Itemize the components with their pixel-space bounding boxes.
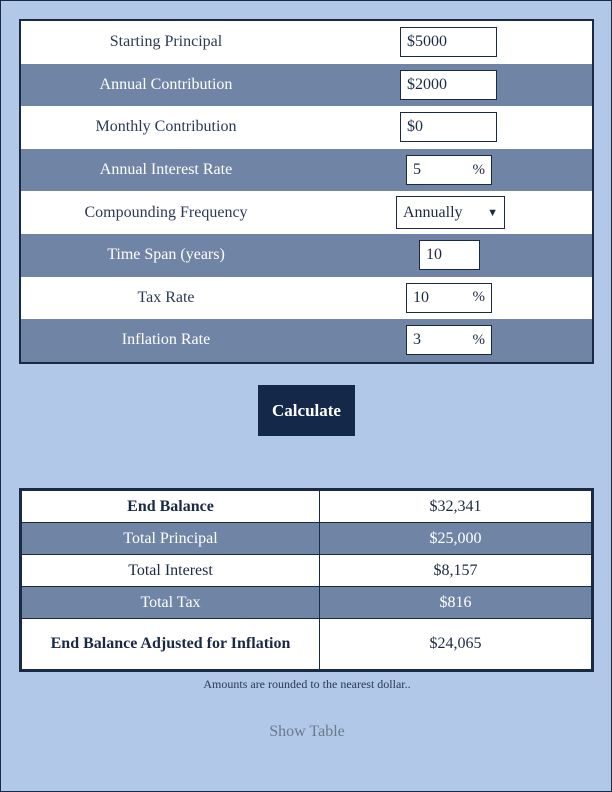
monthly-contribution-input[interactable] bbox=[400, 112, 497, 142]
result-label: End Balance Adjusted for Inflation bbox=[22, 619, 320, 670]
label-inflation-rate: Inflation Rate bbox=[121, 331, 211, 349]
time-span-value: 10 bbox=[426, 246, 442, 264]
compounding-frequency-value: Annually bbox=[403, 203, 463, 221]
inflation-rate-value: 3 bbox=[413, 331, 421, 349]
label-tax-rate: Tax Rate bbox=[137, 288, 195, 306]
label-annual-interest-rate: Annual Interest Rate bbox=[99, 161, 233, 179]
starting-principal-value: $5000 bbox=[407, 33, 447, 51]
annual-contribution-value: $2000 bbox=[407, 75, 447, 93]
result-label: Total Interest bbox=[22, 555, 320, 587]
show-table-link[interactable]: Show Table bbox=[269, 723, 345, 740]
inflation-rate-input[interactable] bbox=[406, 325, 492, 355]
table-row bbox=[22, 587, 592, 619]
row-annual-interest-rate bbox=[21, 149, 592, 192]
result-value: $32,341 bbox=[320, 491, 592, 523]
result-value: $816 bbox=[320, 587, 592, 619]
table-row bbox=[22, 555, 592, 587]
percent-sign: % bbox=[472, 289, 485, 306]
annual-interest-rate-value: 5 bbox=[413, 161, 421, 179]
result-label: Total Tax bbox=[22, 587, 320, 619]
result-value: $8,157 bbox=[320, 555, 592, 587]
tax-rate-value: 10 bbox=[413, 288, 429, 306]
table-row bbox=[22, 523, 592, 555]
annual-interest-rate-input[interactable] bbox=[406, 155, 492, 185]
table-row bbox=[22, 491, 592, 523]
row-compounding-frequency bbox=[21, 191, 592, 234]
chevron-down-icon: ▼ bbox=[487, 206, 498, 219]
result-value: $24,065 bbox=[320, 619, 592, 670]
input-panel bbox=[19, 19, 594, 364]
row-annual-contribution bbox=[21, 64, 592, 107]
row-inflation-rate bbox=[21, 319, 592, 362]
percent-sign: % bbox=[472, 161, 485, 178]
result-label: End Balance bbox=[22, 491, 320, 523]
row-starting-principal bbox=[21, 21, 592, 64]
rounding-note: Amounts are rounded to the nearest dollar.. bbox=[203, 677, 411, 691]
label-starting-principal: Starting Principal bbox=[109, 33, 223, 51]
result-value: $25,000 bbox=[320, 523, 592, 555]
calculate-button[interactable]: Calculate bbox=[258, 385, 355, 436]
compounding-frequency-select[interactable] bbox=[396, 196, 505, 229]
results-table bbox=[19, 488, 594, 672]
annual-contribution-input[interactable] bbox=[400, 70, 497, 100]
label-time-span: Time Span (years) bbox=[107, 246, 225, 264]
row-time-span bbox=[21, 234, 592, 277]
label-annual-contribution: Annual Contribution bbox=[99, 75, 233, 93]
monthly-contribution-value: $0 bbox=[407, 118, 423, 136]
time-span-input[interactable] bbox=[419, 240, 480, 270]
starting-principal-input[interactable] bbox=[400, 27, 497, 57]
label-monthly-contribution: Monthly Contribution bbox=[95, 118, 237, 136]
percent-sign: % bbox=[472, 331, 485, 348]
label-compounding-frequency: Compounding Frequency bbox=[84, 203, 248, 221]
table-row bbox=[22, 619, 592, 670]
tax-rate-input[interactable] bbox=[406, 283, 492, 313]
row-tax-rate bbox=[21, 277, 592, 320]
row-monthly-contribution bbox=[21, 106, 592, 149]
result-label: Total Principal bbox=[22, 523, 320, 555]
